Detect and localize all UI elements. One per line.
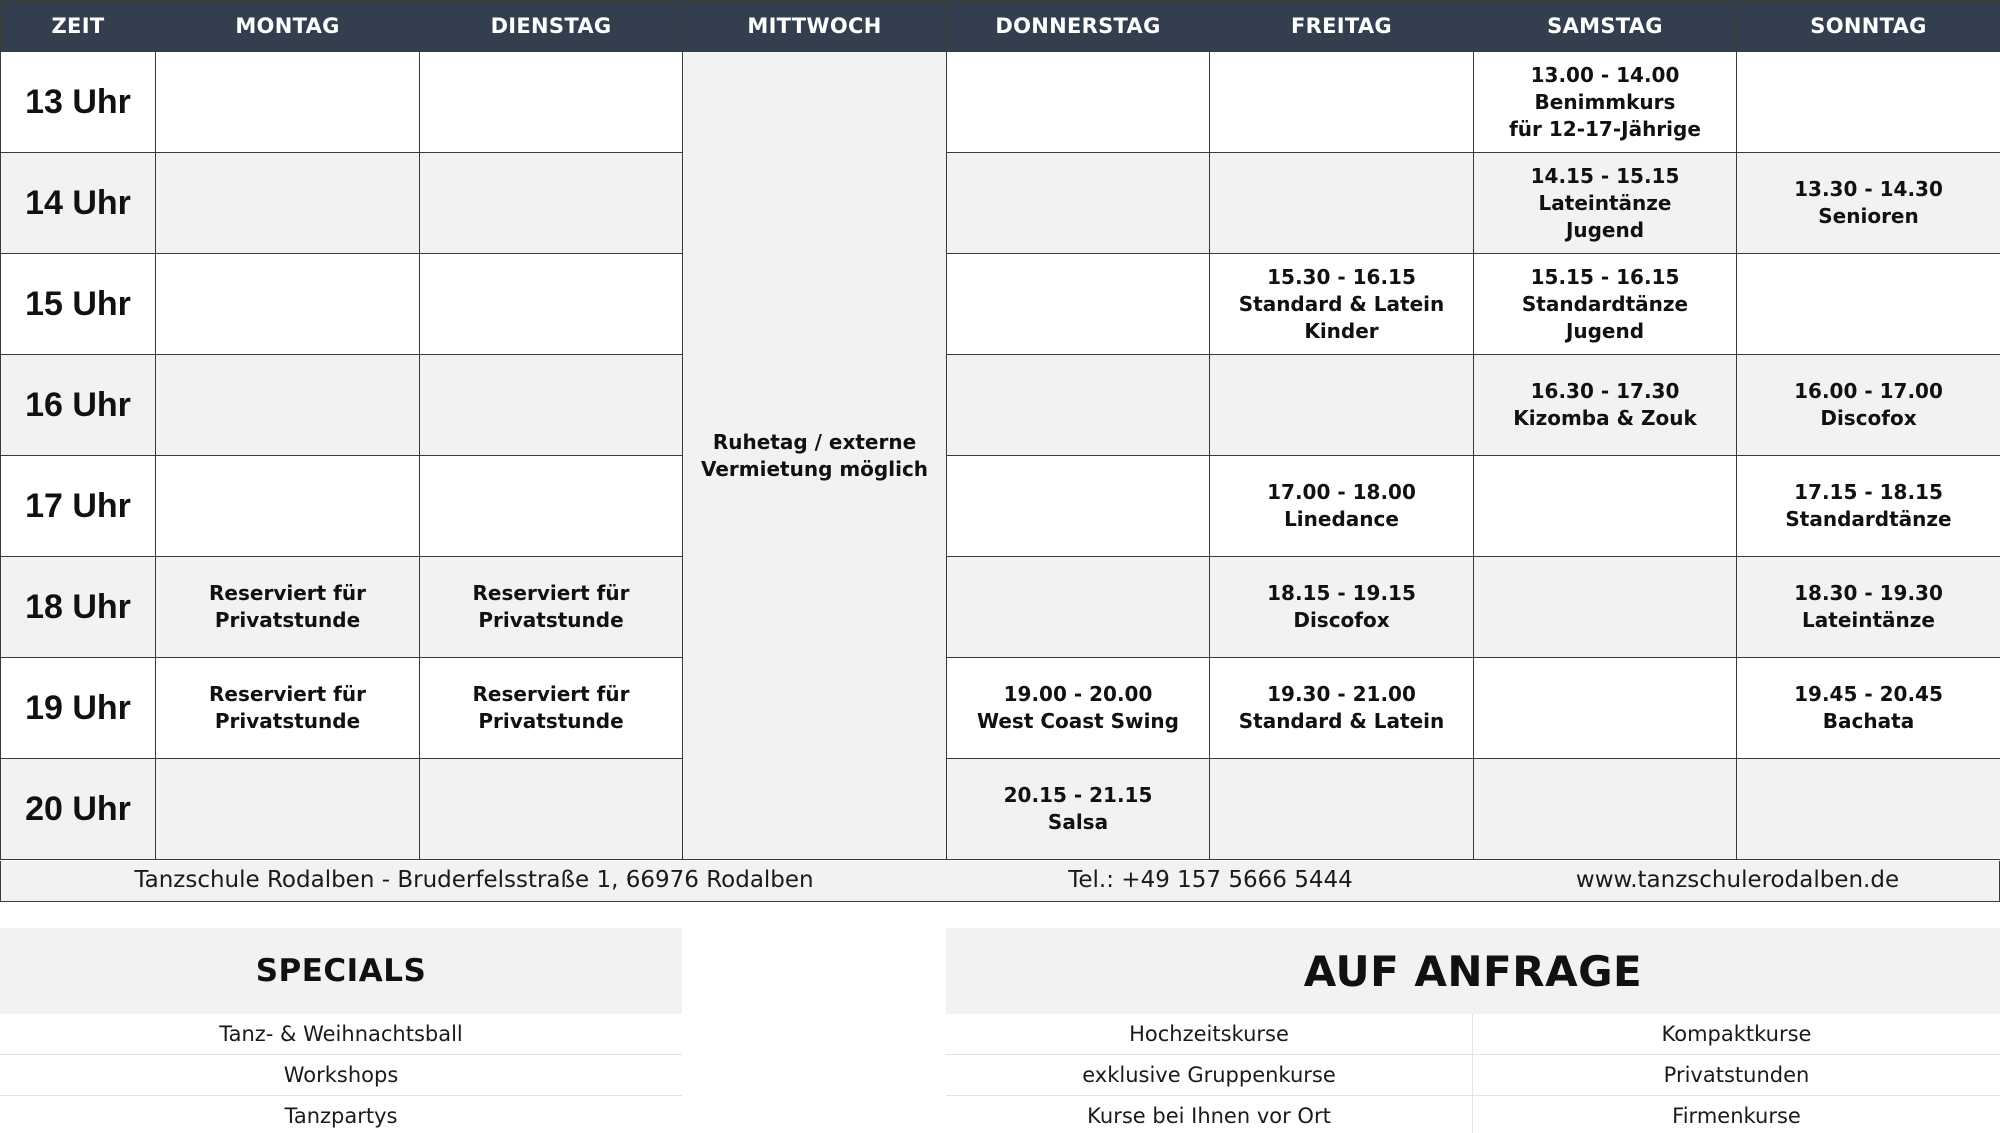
donnerstag-cell xyxy=(947,254,1210,355)
schedule-row xyxy=(1,355,2000,456)
freitag-cell xyxy=(1210,759,1474,860)
time-cell: 16 Uhr xyxy=(1,355,156,456)
samstag-cell xyxy=(1474,456,1737,557)
montag-cell: Reserviert für Privatstunde xyxy=(156,557,420,658)
dienstag-cell xyxy=(420,52,683,153)
anfrage-row xyxy=(946,1014,2000,1055)
montag-cell xyxy=(156,254,420,355)
samstag-cell: 14.15 - 15.15 Lateintänze Jugend xyxy=(1474,153,1737,254)
auf-anfrage-section xyxy=(946,928,2000,1133)
sonntag-cell: 17.15 - 18.15 Standardtänze xyxy=(1737,456,2000,557)
dienstag-cell xyxy=(420,153,683,254)
dienstag-cell xyxy=(420,456,683,557)
mittwoch-closed-cell: Ruhetag / externe Vermietung möglich xyxy=(683,52,947,860)
samstag-cell: 13.00 - 14.00 Benimmkurs für 12-17-Jährige xyxy=(1474,52,1737,153)
anfrage-item: Firmenkurse xyxy=(1672,1104,1801,1128)
sonntag-cell: 16.00 - 17.00 Discofox xyxy=(1737,355,2000,456)
header-row xyxy=(1,1,2000,52)
header-samstag: SAMSTAG xyxy=(1474,1,1737,52)
anfrage-item: Privatstunden xyxy=(1663,1063,1810,1087)
time-cell: 15 Uhr xyxy=(1,254,156,355)
time-cell: 20 Uhr xyxy=(1,759,156,860)
specials-title: SPECIALS xyxy=(0,928,682,1014)
header-montag: MONTAG xyxy=(156,1,420,52)
header-zeit: ZEIT xyxy=(1,1,156,52)
header-sonntag: SONNTAG xyxy=(1737,1,2000,52)
montag-cell xyxy=(156,355,420,456)
freitag-cell: 19.30 - 21.00 Standard & Latein xyxy=(1210,658,1474,759)
montag-cell xyxy=(156,52,420,153)
anfrage-item: exklusive Gruppenkurse xyxy=(946,1055,1473,1095)
header-freitag: FREITAG xyxy=(1210,1,1474,52)
anfrage-row xyxy=(946,1055,2000,1096)
schedule-row xyxy=(1,153,2000,254)
dienstag-cell xyxy=(420,759,683,860)
school-website-link[interactable]: www.tanzschulerodalben.de xyxy=(1575,867,1900,893)
montag-cell: Reserviert für Privatstunde xyxy=(156,658,420,759)
specials-item: Tanz- & Weihnachtsball xyxy=(0,1014,682,1055)
time-cell: 17 Uhr xyxy=(1,456,156,557)
schedule-row xyxy=(1,254,2000,355)
specials-section xyxy=(0,928,682,1133)
donnerstag-cell xyxy=(947,456,1210,557)
freitag-cell: 17.00 - 18.00 Linedance xyxy=(1210,456,1474,557)
anfrage-item: Hochzeitskurse xyxy=(946,1014,1473,1054)
samstag-cell xyxy=(1474,658,1737,759)
freitag-cell xyxy=(1210,153,1474,254)
freitag-cell: 15.30 - 16.15 Standard & Latein Kinder xyxy=(1210,254,1474,355)
donnerstag-cell xyxy=(947,52,1210,153)
samstag-cell: 15.15 - 16.15 Standardtänze Jugend xyxy=(1474,254,1737,355)
sonntag-cell xyxy=(1737,759,2000,860)
freitag-cell xyxy=(1210,52,1474,153)
donnerstag-cell xyxy=(947,153,1210,254)
samstag-cell xyxy=(1474,557,1737,658)
header-donnerstag: DONNERSTAG xyxy=(947,1,1210,52)
donnerstag-cell: 20.15 - 21.15 Salsa xyxy=(947,759,1210,860)
specials-item: Tanzpartys xyxy=(0,1096,682,1133)
montag-cell xyxy=(156,153,420,254)
donnerstag-cell xyxy=(947,557,1210,658)
anfrage-item: Kurse bei Ihnen vor Ort xyxy=(946,1096,1473,1133)
anfrage-row xyxy=(946,1096,2000,1133)
time-cell: 14 Uhr xyxy=(1,153,156,254)
time-cell: 19 Uhr xyxy=(1,658,156,759)
freitag-cell: 18.15 - 19.15 Discofox xyxy=(1210,557,1474,658)
auf-anfrage-title: AUF ANFRAGE xyxy=(946,928,2000,1014)
schedule-row xyxy=(1,557,2000,658)
school-phone: Tel.: +49 157 5666 5444 xyxy=(1068,867,1353,893)
donnerstag-cell: 19.00 - 20.00 West Coast Swing xyxy=(947,658,1210,759)
dienstag-cell: Reserviert für Privatstunde xyxy=(420,557,683,658)
anfrage-item: Kompaktkurse xyxy=(1661,1022,1812,1046)
dienstag-cell xyxy=(420,254,683,355)
dienstag-cell xyxy=(420,355,683,456)
schedule-row xyxy=(1,456,2000,557)
samstag-cell xyxy=(1474,759,1737,860)
sonntag-cell: 18.30 - 19.30 Lateintänze xyxy=(1737,557,2000,658)
samstag-cell: 16.30 - 17.30 Kizomba & Zouk xyxy=(1474,355,1737,456)
sonntag-cell: 13.30 - 14.30 Senioren xyxy=(1737,153,2000,254)
freitag-cell xyxy=(1210,355,1474,456)
time-cell: 13 Uhr xyxy=(1,52,156,153)
sonntag-cell xyxy=(1737,254,2000,355)
schedule-row xyxy=(1,759,2000,860)
dienstag-cell: Reserviert für Privatstunde xyxy=(420,658,683,759)
contact-footer xyxy=(0,861,2000,902)
schedule-row xyxy=(1,658,2000,759)
time-cell: 18 Uhr xyxy=(1,557,156,658)
school-address: Tanzschule Rodalben - Bruderfelsstraße 1, 66976 Rodalben xyxy=(134,867,814,893)
sonntag-cell xyxy=(1737,52,2000,153)
header-mittwoch: MITTWOCH xyxy=(683,1,947,52)
donnerstag-cell xyxy=(947,355,1210,456)
schedule-row xyxy=(1,52,2000,153)
specials-item: Workshops xyxy=(0,1055,682,1096)
sonntag-cell: 19.45 - 20.45 Bachata xyxy=(1737,658,2000,759)
montag-cell xyxy=(156,759,420,860)
header-dienstag: DIENSTAG xyxy=(420,1,683,52)
montag-cell xyxy=(156,456,420,557)
